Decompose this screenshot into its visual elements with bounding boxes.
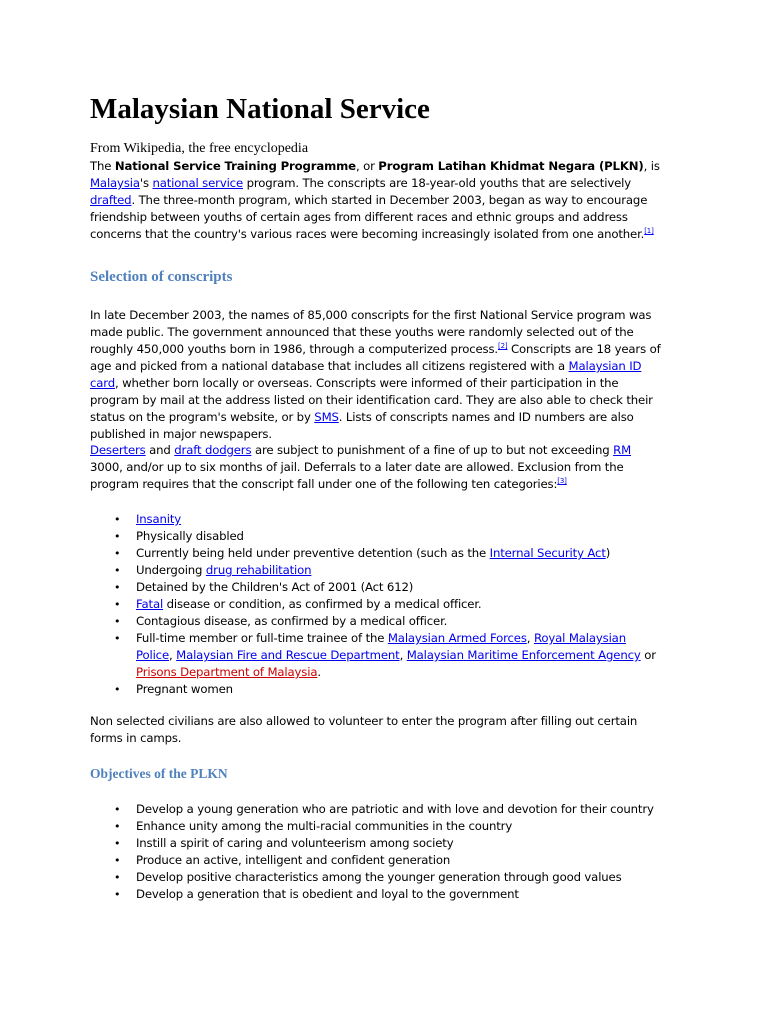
list-item: • Fatal disease or condition, as confirmed by a medical officer. <box>114 597 482 611</box>
bullet-icon: • <box>114 547 121 560</box>
list-item: • Enhance unity among the multi-racial communities in the country <box>114 819 513 833</box>
link-prisons-department[interactable]: Prisons Department of Malaysia <box>136 665 318 679</box>
volunteer-paragraph: Non selected civilians are also allowed to volunteer to enter the program after filling out certain forms in camps. <box>90 714 638 745</box>
link-national-service[interactable]: national service <box>152 176 243 190</box>
article <box>90 93 665 901</box>
link-maritime-enforcement-agency[interactable]: Malaysian Maritime Enforcement Agency <box>406 648 641 662</box>
reference-3[interactable]: [3] <box>557 477 567 485</box>
link-fatal[interactable]: Fatal <box>136 597 164 611</box>
bullet-icon: • <box>114 683 121 696</box>
exclusion-list <box>90 511 665 698</box>
list-item: • Develop positive characteristics among the younger generation through good values <box>114 870 622 884</box>
bullet-icon: • <box>114 598 121 611</box>
page-title: Malaysian National Service <box>90 93 430 125</box>
link-malaysian-id-card[interactable]: Malaysian ID card <box>90 359 642 390</box>
list-item: • Develop a young generation who are patriotic and with love and devotion for their country <box>114 802 654 816</box>
bullet-icon: • <box>114 888 121 901</box>
link-malaysia[interactable]: Malaysia <box>90 176 140 190</box>
bullet-icon: • <box>114 803 121 816</box>
list-item: • Currently being held under preventive detention (such as the Internal Security Act) <box>114 546 611 560</box>
section-heading-selection: Selection of conscripts <box>90 269 233 285</box>
bullet-icon: • <box>114 837 121 850</box>
source-line: From Wikipedia, the free encyclopedia <box>90 141 309 156</box>
list-item: • Full-time member or full-time trainee of the Malaysian Armed Forces, Royal Malaysian Police, Malaysian Fire and Rescue Department, Malaysian Maritime Enforcement Agency or Prisons Department of Malaysia. <box>114 631 656 679</box>
reference-1[interactable]: [1] <box>644 227 654 235</box>
bullet-icon: • <box>114 615 121 628</box>
list-item <box>90 511 665 528</box>
programme-name: National Service Training Programme <box>114 159 356 173</box>
bullet-icon: • <box>114 871 121 884</box>
penalty-paragraph: Deserters and draft dodgers are subject to punishment of a fine of up to but not exceeding RM 3000, and/or up to six months of jail. Deferrals to a later date are allowed. Exclusion from the program requires that the conscript fall under one of the following ten categories:[3] <box>90 443 632 491</box>
section-heading-objectives: Objectives of the PLKN <box>90 766 228 781</box>
link-sms[interactable]: SMS <box>314 410 339 424</box>
bullet-icon: • <box>114 513 121 526</box>
list-item: • Develop a generation that is obedient and loyal to the government <box>114 887 519 901</box>
bullet-icon: • <box>114 564 121 577</box>
link-fire-and-rescue-department[interactable]: Malaysian Fire and Rescue Department <box>176 648 400 662</box>
reference-2[interactable]: [2] <box>497 342 508 350</box>
list-item: • Pregnant women <box>114 682 233 696</box>
link-draft-dodgers[interactable]: draft dodgers <box>174 443 252 457</box>
programme-malay-name: Program Latihan Khidmat Negara (PLKN) <box>378 159 644 173</box>
link-deserters[interactable]: Deserters <box>90 443 146 457</box>
link-insanity[interactable]: Insanity <box>136 512 182 526</box>
bullet-icon: • <box>114 854 121 867</box>
list-item: • Undergoing drug rehabilitation <box>114 563 312 577</box>
list-item: • Produce an active, intelligent and confident generation <box>114 853 451 867</box>
link-drug-rehabilitation[interactable]: drug rehabilitation <box>205 563 312 577</box>
list-item: • Contagious disease, as confirmed by a medical officer. <box>114 614 448 628</box>
selection-paragraph: In late December 2003, the names of 85,000 conscripts for the first National Service program was made public. The government announced that these youths were randomly selected out of the roughly 450,000 youths born in 1986, through a computerized process.[2] Conscripts are 18 years of age and picked from a national database that includes all citizens registered with a Malaysian ID card, whether born locally or overseas. Conscripts were informed of their participation in the program by mail at the address listed on their identification card. They are also able to check their status on the program's website, or by SMS. Lists of conscripts names and ID numbers are also published in major newspapers. <box>90 308 661 441</box>
link-internal-security-act[interactable]: Internal Security Act <box>489 546 606 560</box>
bullet-icon: • <box>114 632 121 645</box>
link-royal-malaysian-police[interactable]: Royal Malaysian Police <box>136 631 626 662</box>
list-item: • Detained by the Children's Act of 2001 (Act 612) <box>114 580 414 594</box>
link-rm[interactable]: RM <box>613 443 632 457</box>
bullet-icon: • <box>114 581 121 594</box>
link-drafted[interactable]: drafted <box>90 193 132 207</box>
bullet-icon: • <box>114 820 121 833</box>
bullet-icon: • <box>114 530 121 543</box>
intro-paragraph: The National Service Training Programme, or Program Latihan Khidmat Negara (PLKN), is Malaysia's national service program. The conscripts are 18-year-old youths that are selectively drafted. The three-month program, which started in December 2003, began as way to encourage friendship between youths of certain ages from different races and ethnic groups and address concerns that the country's various races were becoming increasingly isolated from one another.[1] <box>90 159 660 241</box>
list-item: • Instill a spirit of caring and volunteerism among society <box>114 836 454 850</box>
link-malaysian-armed-forces[interactable]: Malaysian Armed Forces <box>387 631 527 645</box>
list-item: • Physically disabled <box>114 529 244 543</box>
objectives-list <box>90 801 665 903</box>
